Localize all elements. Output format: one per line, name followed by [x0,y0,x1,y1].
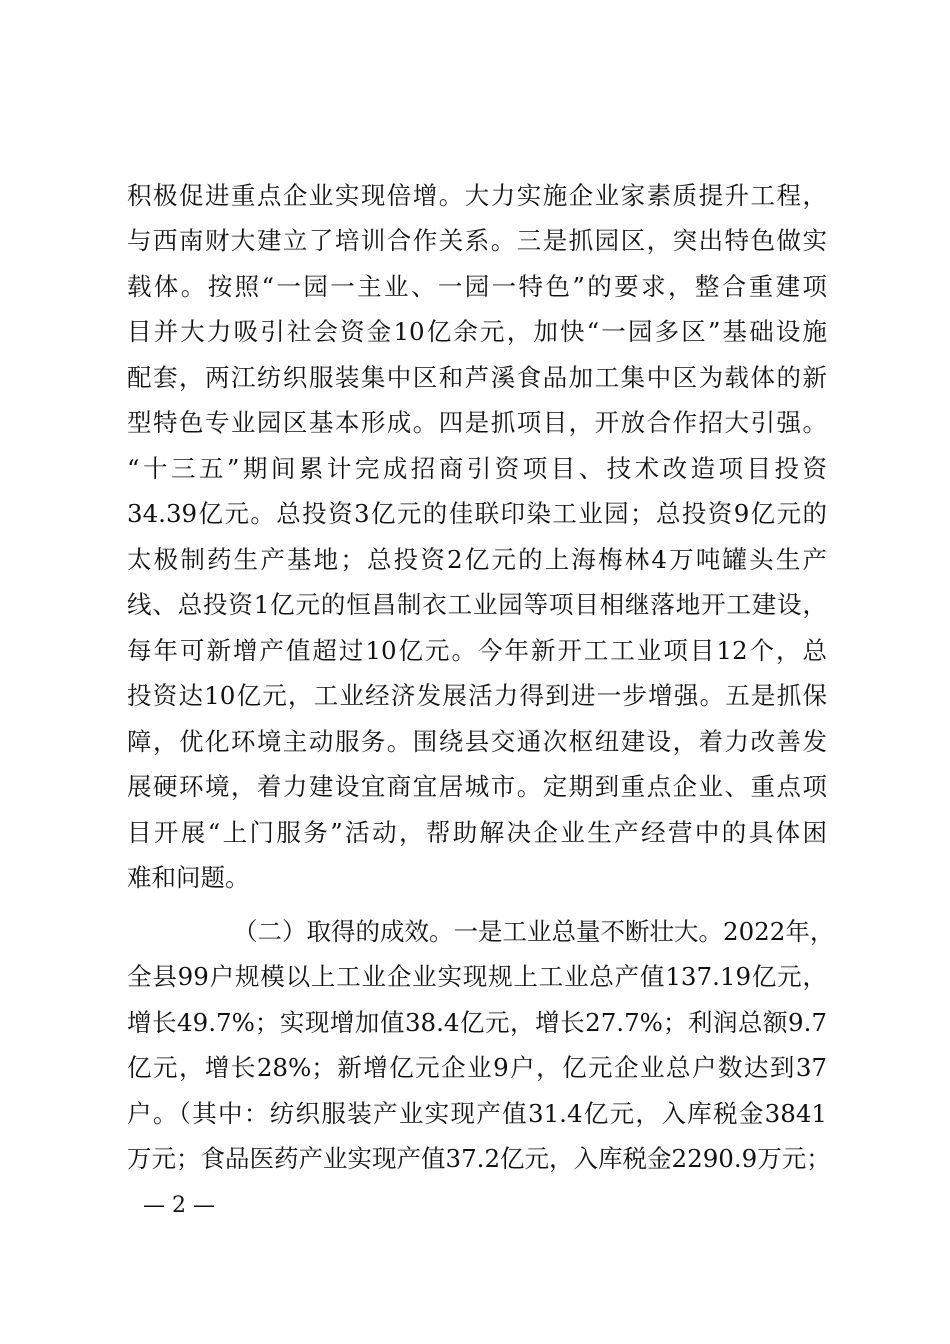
body-line: 载体。按照“一园一主业、一园一特色”的要求，整合重建项 [127,272,827,301]
body-line: 障，优化环境主动服务。围绕县交通次枢纽建设，着力改善发 [127,727,827,756]
body-line: “十三五”期间累计完成招商引资项目、技术改造项目投资 [127,454,827,483]
body-line: 万元；食品医药产业实现产值37.2亿元，入库税金2290.9万元； [127,1144,831,1173]
body-line: 难和问题。 [127,863,250,892]
body-line: 太极制药生产基地；总投资2亿元的上海梅林4万吨罐头生产 [127,545,827,574]
body-line: 投资达10亿元，工业经济发展活力得到进一步增强。五是抓保 [127,681,827,710]
body-line: 全县99户规模以上工业企业实现规上工业总产值137.19亿元， [127,962,827,991]
body-line: 积极促进重点企业实现倍增。大力实施企业家素质提升工程， [127,181,827,210]
body-line: 配套，两江纺织服装集中区和芦溪食品加工集中区为载体的新 [127,363,827,392]
body-line: 目并大力吸引社会资金10亿余元，加快“一园多区”基础设施 [127,317,827,346]
section-heading-line: （二）取得的成效。一是工业总量不断壮大。2022年， [233,917,835,946]
body-line: 户。（其中：纺织服装产业实现产值31.4亿元，入库税金3841 [127,1099,827,1128]
body-line: 展硬环境，着力建设宜商宜居城市。定期到重点企业、重点项 [127,772,827,801]
body-line: 型特色专业园区基本形成。四是抓项目，开放合作招大引强。 [127,408,827,437]
body-line: 亿元，增长28%；新增亿元企业9户，亿元企业总户数达到37 [127,1053,827,1082]
body-line: 34.39亿元。总投资3亿元的佳联印染工业园；总投资9亿元的 [127,499,827,528]
body-line: 与西南财大建立了培训合作关系。三是抓园区，突出特色做实 [127,226,827,255]
body-line: 目开展“上门服务”活动，帮助解决企业生产经营中的具体困 [127,818,827,847]
body-line: 增长49.7%；实现增加值38.4亿元，增长27.7%；利润总额9.7 [127,1008,827,1037]
page-number: — 2 — [143,1193,215,1218]
body-line: 线、总投资1亿元的恒昌制衣工业园等项目相继落地开工建设， [127,590,827,619]
body-line: 每年可新增产值超过10亿元。今年新开工工业项目12个，总 [127,636,827,665]
